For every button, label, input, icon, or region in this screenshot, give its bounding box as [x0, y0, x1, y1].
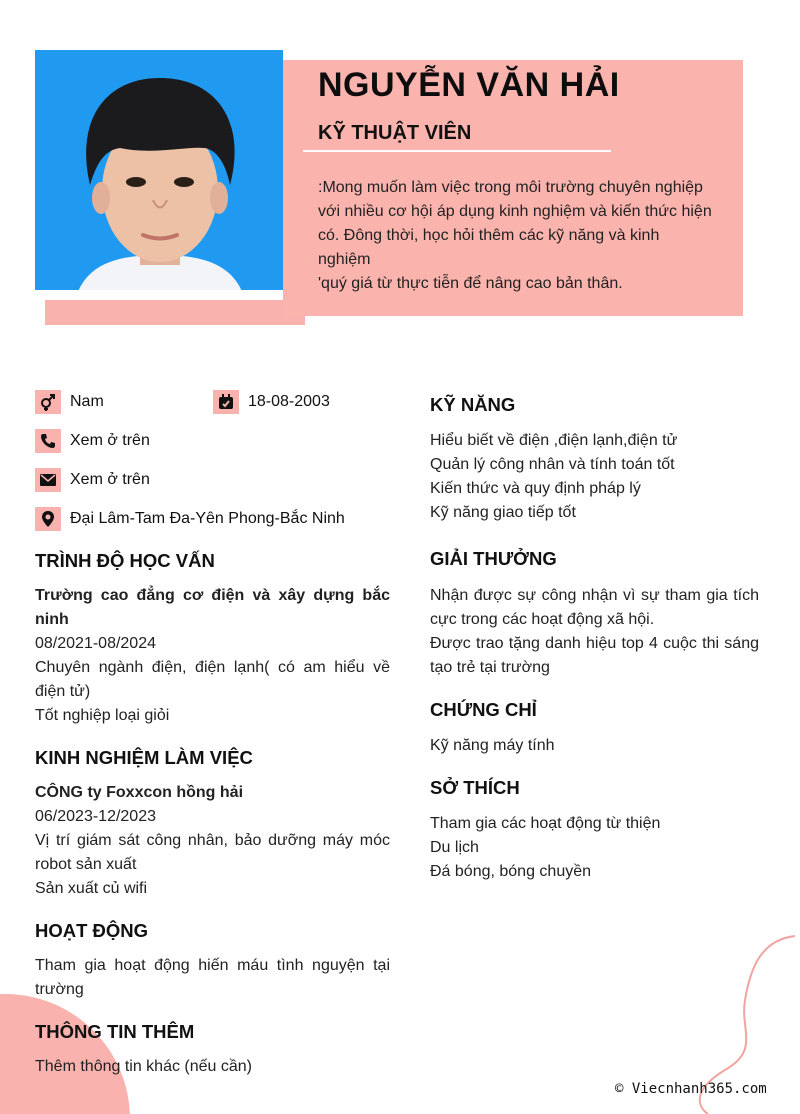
- objective-line: 'quý giá từ thực tiễn để nâng cao bản thân.: [318, 275, 623, 292]
- certificates-heading: CHỨNG CHỈ: [430, 699, 537, 720]
- education-heading: TRÌNH ĐỘ HỌC VẤN: [35, 550, 215, 571]
- contact-email: [35, 468, 150, 492]
- activities-heading: HOẠT ĐỘNG: [35, 920, 149, 941]
- location-icon: [35, 507, 61, 531]
- award-item: Nhận được sự công nhận vì sự tham gia tích cực trong các hoạt động xã hội.: [430, 587, 759, 628]
- phone-value: Xem ở trên: [70, 432, 150, 449]
- gender-value: Nam: [70, 393, 104, 410]
- profile-photo: [35, 50, 285, 300]
- skill-item: Quản lý công nhân và tính toán tốt: [430, 456, 675, 473]
- experience-role: Vị trí giám sát công nhân, bảo dưỡng máy móc robot sản xuất: [35, 832, 390, 873]
- experience-period: 06/2023-12/2023: [35, 808, 156, 825]
- more-info-text: Thêm thông tin khác (nếu cần): [35, 1058, 253, 1075]
- certificate-item: Kỹ năng máy tính: [430, 737, 555, 754]
- experience-product: Sản xuất củ wifi: [35, 880, 148, 897]
- hobby-item: Du lịch: [430, 839, 479, 856]
- decor-corner-shape: [0, 994, 150, 1114]
- objective-line: :Mong muốn làm việc trong môi trường chuyên nghiệp: [318, 179, 703, 196]
- career-objective: [318, 176, 733, 296]
- title-divider: [303, 150, 611, 152]
- awards-heading: GIẢI THƯỞNG: [430, 548, 557, 569]
- candidate-name: NGUYỄN VĂN HẢI: [318, 66, 620, 104]
- objective-line: nghiệm: [318, 251, 371, 268]
- phone-icon: [35, 429, 61, 453]
- activities-text: Tham gia hoạt động hiến máu tình nguyện tại trường: [35, 957, 390, 998]
- award-item: Được trao tặng danh hiệu top 4 cuộc thi sáng tạo trẻ tại trường: [430, 635, 759, 676]
- education-period: 08/2021-08/2024: [35, 635, 156, 652]
- hobbies-heading: SỞ THÍCH: [430, 777, 520, 798]
- objective-line: với nhiều cơ hội áp dụng kinh nghiệm và kiến thức hiện: [318, 203, 712, 220]
- skill-item: Kiến thức và quy định pháp lý: [430, 480, 641, 497]
- objective-line: có. Đông thời, học hỏi thêm các kỹ năng và kinh: [318, 227, 660, 244]
- experience-company: CÔNG ty Foxxcon hồng hải: [35, 784, 244, 801]
- hobby-item: Đá bóng, bóng chuyền: [430, 863, 592, 880]
- education-result: Tốt nghiệp loại giỏi: [35, 707, 170, 724]
- email-value: Xem ở trên: [70, 471, 150, 488]
- address-value: Đại Lâm-Tam Đa-Yên Phong-Bắc Ninh: [70, 510, 345, 527]
- job-title: KỸ THUẬT VIÊN: [318, 122, 472, 144]
- birthday-value: 18-08-2003: [248, 393, 330, 410]
- calendar-icon: [213, 390, 239, 414]
- skill-item: Kỹ năng giao tiếp tốt: [430, 504, 576, 521]
- skill-item: Hiểu biết về điện ,điện lạnh,điện tử: [430, 432, 678, 449]
- footer-credit: © Viecnhanh365.com: [615, 1081, 767, 1097]
- contact-gender: [35, 390, 104, 414]
- skills-heading: KỸ NĂNG: [430, 394, 516, 415]
- education-major: Chuyên ngành điện, điện lạnh( có am hiểu về điện tử): [35, 659, 390, 700]
- contact-address: [35, 507, 345, 531]
- experience-heading: KINH NGHIỆM LÀM VIỆC: [35, 747, 253, 768]
- gender-icon: [35, 390, 61, 414]
- hobby-item: Tham gia các hoạt động từ thiện: [430, 815, 661, 832]
- contact-phone: [35, 429, 150, 453]
- email-icon: [35, 468, 61, 492]
- education-school: Trường cao đẳng cơ điện và xây dựng bắc ninh: [35, 587, 390, 628]
- contact-birthday: [213, 390, 330, 414]
- more-info-heading: THÔNG TIN THÊM: [35, 1021, 195, 1042]
